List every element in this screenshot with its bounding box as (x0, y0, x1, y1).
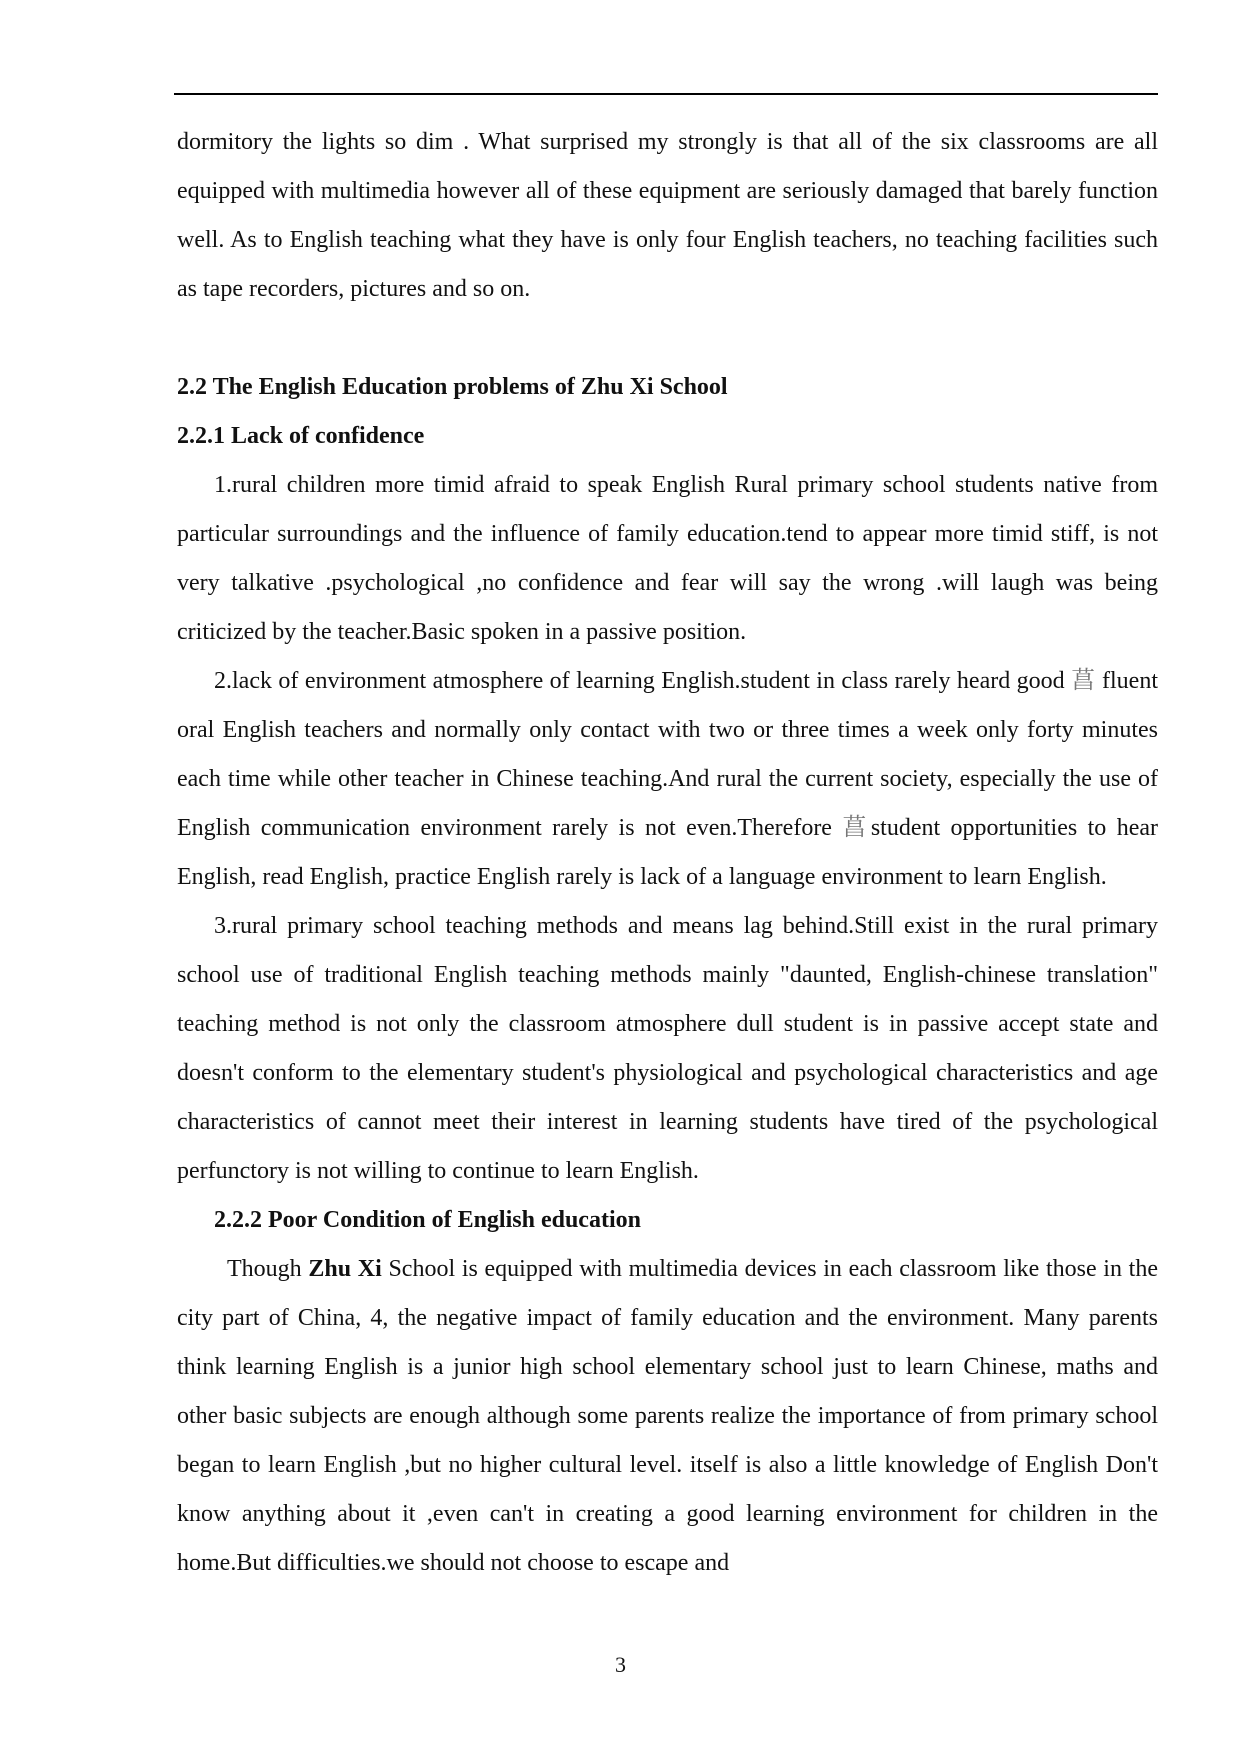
paragraph-text-start: Though (227, 1256, 309, 1282)
school-name-bold: Zhu Xi (308, 1256, 382, 1282)
point-3-paragraph: 3.rural primary school teaching methods and means lag behind.Still exist in the rural primary school use of traditional English teaching methods mainly "daunted, English-chinese translation" teaching method is not only the classroom atmosphere dull student is in passive accept state and doesn't conform to the elementary student's physiological and psychological characteristics and age characteristics of cannot meet their interest in learning students have tired of the psychological perfunctory is not willing to continue to learn English. (177, 913, 1158, 1184)
poor-condition-paragraph (177, 1245, 1158, 1588)
subsection-heading-poor-condition: 2.2.2 Poor Condition of English education (214, 1207, 641, 1233)
point-2-text-a: 2.lack of environment atmosphere of learning English.student in class rarely heard good (214, 668, 1072, 694)
paragraph-gap (177, 314, 1158, 363)
point-2-text-b: fluent oral English teachers and normally only contact with two or three times a week only forty minutes each time while other teacher in Chinese teaching.And rural the current society, especially the use of English communication environment rarely is not even.Therefore (177, 668, 1159, 841)
subsection-heading-lack-of-confidence: 2.2.1 Lack of confidence (177, 423, 425, 449)
section-heading: 2.2 The English Education problems of Zhu Xi School (177, 374, 728, 400)
stray-glyph: 菖 (842, 815, 871, 841)
stray-glyph: 菖 (1071, 668, 1096, 694)
point-2-paragraph (177, 657, 1158, 902)
point-2-text-c: student opportunities to hear English, read English, practice English rarely is lack of a language environment to learn English. (177, 815, 1159, 890)
paragraph-text-rest: School is equipped with multimedia devices in each classroom like those in the city part of China, 4, the negative impact of family education and the environment. Many parents think learning English is a junior high school elementary school just to learn Chinese, maths and other basic subjects are enough although some parents realize the importance of from primary school began to learn English ,but no higher cultural level. itself is also a little knowledge of English Don't know anything about it ,even can't in creating a good learning environment for children in the home.But difficulties.we should not choose to escape and (177, 1256, 1158, 1576)
point-1-paragraph: 1.rural children more timid afraid to speak English Rural primary school students native from particular surroundings and the influence of family education.tend to appear more timid stiff, is not very talkative .psychological ,no confidence and fear will say the wrong .will laugh was being criticized by the teacher.Basic spoken in a passive position. (177, 472, 1158, 645)
intro-paragraph: dormitory the lights so dim . What surprised my strongly is that all of the six classrooms are all equipped with multimedia however all of these equipment are seriously damaged that barely function well. As to English teaching what they have is only four English teachers, no teaching facilities such as tape recorders, pictures and so on. (177, 129, 1158, 302)
document-body (177, 118, 1158, 1588)
header-rule (174, 93, 1158, 95)
page-number: 3 (615, 1652, 626, 1677)
